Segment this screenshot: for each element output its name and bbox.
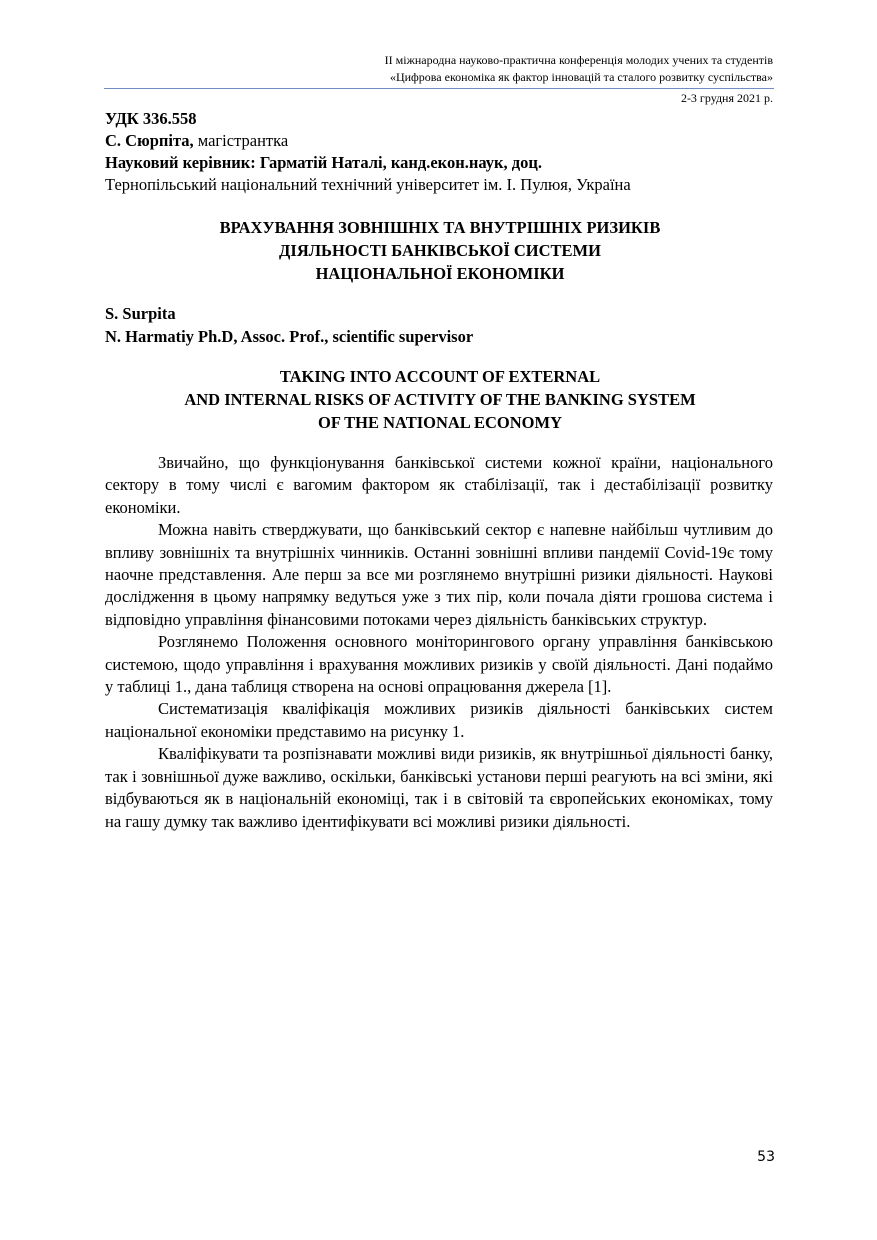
article-title-english bbox=[105, 365, 775, 434]
affiliation: Тернопільський національний технічний університет ім. І. Пулюя, Україна bbox=[105, 175, 631, 194]
author-en: S. Surpita bbox=[105, 304, 176, 323]
header-divider bbox=[104, 88, 774, 89]
page-number: 53 bbox=[757, 1149, 775, 1165]
author-name: С. Сюрпіта, bbox=[105, 131, 194, 150]
running-header bbox=[104, 52, 773, 86]
body-paragraph: Звичайно, що функціонування банківської системи кожної країни, національного сектору в тому числі є вагомим фактором як стабілізації, так і дестабілізації розвитку економіки. bbox=[105, 453, 773, 517]
authors-english bbox=[105, 302, 775, 348]
body-paragraph: Кваліфікувати та розпізнавати можливі види ризиків, як внутрішньої діяльності банку, так і зовнішньої дуже важливо, оскільки, банківські установи перші реагують на всі зміни, які відбуваються як в національній економіці, так і в світовій та європейських економіках, тому на гашу думку так важливо ідентифікувати всі можливі ризики діяльності. bbox=[105, 744, 773, 831]
article-metadata bbox=[105, 108, 775, 196]
title-line: НАЦІОНАЛЬНОЇ ЕКОНОМІКИ bbox=[315, 264, 565, 283]
supervisor-line: Науковий керівник: Гарматій Наталі, канд.екон.наук, доц. bbox=[105, 153, 542, 172]
conference-title: ІІ міжнародна науково-практична конференція молодих учених та студентів bbox=[384, 53, 773, 67]
title-line: TAKING INTO ACCOUNT OF EXTERNAL bbox=[279, 367, 601, 386]
body-paragraph: Систематизація кваліфікація можливих ризиків діяльності банківських систем національної економіки представимо на рисунку 1. bbox=[105, 699, 773, 741]
title-line: ДІЯЛЬНОСТІ БАНКІВСЬКОЇ СИСТЕМИ bbox=[279, 241, 601, 260]
conference-date: 2-3 грудня 2021 р. bbox=[680, 91, 773, 105]
conference-subtitle: «Цифрова економіка як фактор інновацій та сталого розвитку суспільства» bbox=[389, 70, 773, 84]
author-role: магістрантка bbox=[193, 131, 289, 150]
author-line bbox=[105, 130, 775, 152]
title-line: ВРАХУВАННЯ ЗОВНІШНІХ ТА ВНУТРІШНІХ РИЗИКІВ bbox=[219, 218, 661, 237]
udc-code: УДК 336.558 bbox=[105, 109, 197, 128]
supervisor-en: N. Harmatiy Ph.D, Assoc. Prof., scientific supervisor bbox=[105, 327, 474, 346]
article-title-ukrainian bbox=[105, 216, 775, 285]
article-body bbox=[105, 452, 773, 833]
body-paragraph: Можна навіть стверджувати, що банківський сектор є напевне найбільш чутливим до впливу зовнішніх та внутрішніх чинників. Останні зовнішні впливи пандемії Covid-19є тому наочне представлення. Але перш за все ми розглянемо внутрішні ризики діяльності. Наукові дослідження в цьому напрямку ведуться уже з тих пір, коли почала діяти грошова система і відповідно управління фінансовими потоками через діяльність банківських структур. bbox=[105, 520, 773, 629]
title-line: AND INTERNAL RISKS OF ACTIVITY OF THE BANKING SYSTEM bbox=[184, 390, 696, 409]
title-line: OF THE NATIONAL ECONOMY bbox=[317, 413, 562, 432]
body-paragraph: Розглянемо Положення основного моніторингового органу управління банківською системою, щодо управління і врахування можливих ризиків у своїй діяльності. Дані подаймо у таблиці 1., дана таблиця створена на основі опрацювання джерела [1]. bbox=[105, 632, 773, 697]
